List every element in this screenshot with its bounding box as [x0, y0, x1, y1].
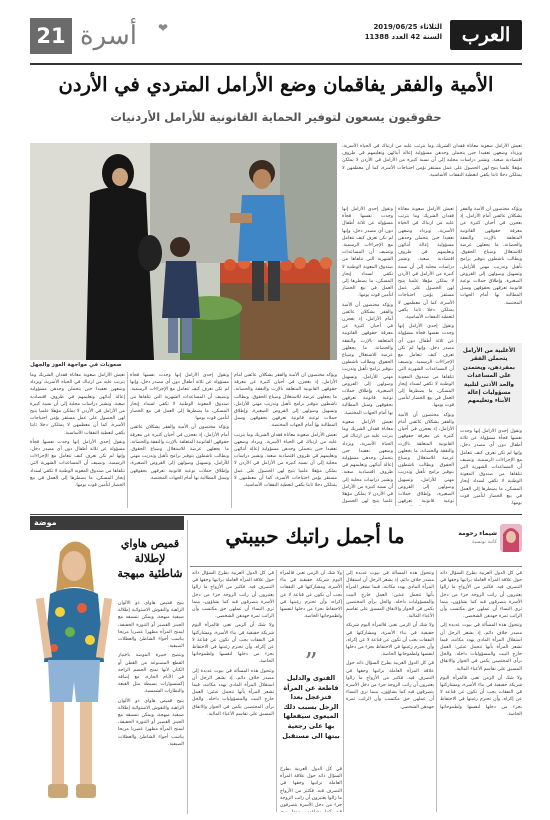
column-divider: [395, 206, 396, 506]
issue-line: السنة 42 العدد 11388: [364, 33, 442, 41]
column-divider: [187, 520, 188, 814]
opinion-paragraph: وتتحول هذه المسألة في بيوت عديدة إلى مصدر خلاف دائم، إذ يشعر الرجل أن استقلال المرأة المادي يهدد مكانته، فيما تشعر المرأة بأنها تتحمل عبئين: العمل خارج البيت والمسؤوليات داخله. والحل برأي المختصين يكمن في الحوار والاتفاق المسبق على تقاسم الأعباء المالية.: [440, 623, 522, 672]
section-rule: [30, 514, 522, 515]
article-subheadline: حقوقيون يسعون لتوفير الحماية القانونية للأرامل الأردنيات: [110, 110, 442, 124]
section-name: أسرة: [80, 21, 137, 51]
fashion-paragraph: يتيح قميص هاواي ذو الألوان الزاهية والنقوش الاستوائية إطلالة صيفية مبهجة، ويمكن تنسيقه مع الجينز القصير أو التنورة الخفيفة، ليمنح المرأة مظهرا عصريا مريحا يناسب أجواء الشاطئ والعطلات الصيفية.: [118, 698, 184, 747]
opinion-column-3-bottom: [280, 766, 342, 812]
author-avatar: [500, 524, 522, 552]
article-paragraph: ويؤكد مختصون أن الأمية والفقر يشكلان عائقين أمام الأرامل، إذ يعجزن في أحيان كثيرة عن معرفة حقوقهن القانونية المتعلقة بالإرث والنفقة والحضانة، ما يجعلهن عرضة للاستغلال وضياع الحقوق. ويطالب ناشطون بتوفير برامج تأهيل وتدريب مهني للأرامل، وتسهيل وصولهن إلى القروض الصغيرة، وإطلاق حملات توعية قانونية تعرفهن: [398, 412, 454, 505]
fashion-model-photo: [30, 532, 118, 814]
article-paragraph: وتقول إحدى الأرامل إنها وجدت نفسها فجأة مسؤولة عن ثلاثة أطفال دون أي مصدر دخل، وإنها لم تكن تعرف كيف تتعامل مع الإجراءات الرسمية. وتضيف أن المساعدات الشهرية التي تتلقاها من صندوق المعونة الوطنية لا تكفي لسداد إيجار المسكن، ما يضطرها إلى العمل في بيع الخضار لتأمين قوت يومها.: [130, 373, 229, 422]
article-paragraph: تعيش الأرامل صعوبة معاناة فقدان الشريك وما يترتب عليه من ارتباك في الحياة الأسرية، ويزداد وضعهن تعقيدا حين يتحملن وحدهن مسؤولية إعالة أبنائهن وتعليمهم في ظروف اقتصادية صعبة. وتشير دراسات محلية إلى أن نسبة كبيرة من الأرامل في الأردن لا يملكن مؤهلا علميا يتيح لهن الحصول على عمل مستقر يؤمن احتياجات الأسرة، كما أن معظمهن لا يمتلكن دخلا ثابتا يكفي لتغطية النفقات الأساسية.: [398, 207, 454, 321]
issue-info: [365, 22, 442, 42]
article-column-3: [342, 206, 393, 506]
opinion-rule: [190, 566, 522, 567]
opinion-paragraph: في كل الدول العربية يطرح السؤال ذاته حول علاقة المرأة العاملة براتبها وحقها في التصرف فيه. فكثير من الأزواج ما زالوا يعتبرون أن راتب الزوجة جزء من دخل الأسرة يتصرفون فيه كما يشاؤون، بينما ترى النساء أن عملهن حق مكتسب وأن الراتب ثمرة جهدهن الشخصي.: [346, 661, 434, 710]
highlight-box: [456, 343, 522, 425]
author-role: كاتبة تونسية: [471, 539, 497, 545]
avatar-image: [500, 524, 522, 552]
pull-quote-text: الفتوى والدليل قاطعة عن المرأة فتزعجل بعدا الرجل بسبب ذلك الميعوى سيفعلها بها على رجعية بيتها الى مستقبل: [282, 674, 340, 740]
article-paragraph: ويؤكد مختصون أن الأمية والفقر يشكلان عائقين أمام الأرامل، إذ يعجزن في أحيان كثيرة عن معرفة حقوقهن القانونية المتعلقة بالإرث والنفقة والحضانة، ما يجعلهن عرضة للاستغلال وضياع الحقوق. ويطالب ناشطون بتوفير برامج تأهيل وتدريب مهني للأرامل، وتسهيل وصولهن إلى القروض الصغيرة، وإطلاق حملات توعية قانونية تعرفهن بحقوقهن وسبل المطالبة بها أمام الجهات المختصة.: [234, 373, 337, 429]
date-line: الثلاثاء 2019/06/25: [373, 23, 442, 31]
article-paragraph: وتقول إحدى الأرامل إنها وجدت نفسها فجأة مسؤولة عن ثلاثة أطفال دون أي مصدر دخل، وإنها لم تكن تعرف كيف تتعامل مع الإجراءات الرسمية. وتضيف أن المساعدات الشهرية التي تتلقاها من صندوق المعونة الوطنية لا تكفي لسداد إيجار المسكن، ما يضطرها إلى العمل في بيع الخضار لتأمين قوت يومها.: [342, 207, 393, 299]
opinion-column-3-top: [280, 570, 342, 650]
article-paragraph: وتقول إحدى الأرامل إنها وجدت نفسها فجأة مسؤولة عن ثلاثة أطفال دون أي مصدر دخل، وإنها لم تكن تعرف كيف تتعامل مع الإجراءات الرسمية. وتضيف أن المساعدات الشهرية التي تتلقاها من صندوق المعونة الوطنية لا تكفي لسداد إيجار المسكن، ما يضطرها إلى العمل في بيع الخضار لتأمين قوت يومها.: [460, 429, 522, 507]
article-column-6: [30, 372, 125, 508]
quote-icon: ”: [304, 648, 318, 678]
opinion-paragraph: وتتحول هذه المسألة في بيوت عديدة إلى مصدر خلاف دائم، إذ يشعر الرجل أن استقلال المرأة المادي يهدد مكانته، فيما تشعر المرأة بأنها تتحمل عبئين: العمل خارج البيت والمسؤوليات داخله. والحل برأي المختصين يكمن في الحوار والاتفاق المسبق على تقاسم الأعباء المالية.: [192, 668, 274, 717]
article-paragraph: وتقول إحدى الأرامل إنها وجدت نفسها فجأة مسؤولة عن ثلاثة أطفال دون أي مصدر دخل، وإنها لم تكن تعرف كيف تتعامل مع الإجراءات الرسمية. وتضيف أن المساعدات الشهرية التي تتلقاها من صندوق المعونة الوطنية لا تكفي لسداد إيجار المسكن، ما يضطرها إلى العمل في بيع الخضار لتأمين قوت يومها.: [30, 439, 125, 489]
article-paragraph: ويؤكد مختصون أن الأمية والفقر يشكلان عائقين أمام الأرامل، إذ يعجزن في أحيان كثيرة عن معرفة حقوقهن القانونية المتعلقة بالإرث والنفقة والحضانة، ما يجعلهن عرضة للاستغلال وضياع الحقوق. ويطالب ناشطون بتوفير برامج تأهيل وتدريب مهني للأرامل، وتسهيل وصولهن إلى القروض الصغيرة، وإطلاق حملات توعية قانونية تعرفهن بحقوقهن وسبل المطالبة بها أمام الجهات المختصة.: [130, 425, 229, 481]
opinion-paragraph: في كل الدول العربية يطرح السؤال ذاته حول علاقة المرأة العاملة براتبها وحقها في التصرف فيه. فكثير من الأزواج ما زالوا يعتبرون أن راتب الزوجة جزء من دخل الأسرة يتصرفون فيه كما يشاؤون، بينما ترى النساء أن عملهن حق مكتسب وأن الراتب ثمرة جهدهن الشخصي.: [440, 571, 522, 620]
article-headline: الأمية والفقر يفاقمان وضع الأرامل المتردي في الأردن: [58, 73, 494, 96]
column-divider: [127, 372, 128, 508]
fashion-tag-label: موضة: [34, 518, 57, 527]
opinion-paragraph: ولا شك أن الزمن تغير، فالمرأة اليوم شريكة حقيقية في بناء الأسرة، ومشاركتها في النفقات يجب أن تكون عن قناعة لا عن إكراه، وأن تحترم رغبتها في الاحتفاظ بجزء من دخلها لنفسها ولطموحاتها الخاصة.: [280, 571, 342, 620]
highlight-text: الأغلبية من الأرامل يتحملن الفقر بمفردهن، ويعتمدن على المساعدات والحد الأدنى لتلبية مسؤوليات إعالة الأبناء وتعليمهم: [462, 348, 516, 405]
article-paragraph: وتقول إحدى الأرامل إنها وجدت نفسها فجأة مسؤولة عن ثلاثة أطفال دون أي مصدر دخل، وإنها لم تكن تعرف كيف تتعامل مع الإجراءات الرسمية. وتضيف أن المساعدات الشهرية التي تتلقاها من صندوق المعونة الوطنية لا تكفي لسداد إيجار المسكن، ما يضطرها إلى العمل في بيع الخضار لتأمين قوت يومها.: [398, 324, 454, 409]
article-paragraph: ويؤكد مختصون أن الأمية والفقر يشكلان عائقين أمام الأرامل، إذ يعجزن في أحيان كثيرة عن معرفة حقوقهن القانونية المتعلقة بالإرث والنفقة والحضانة، ما يجعلهن عرضة للاستغلال وضياع الحقوق. ويطالب ناشطون بتوفير برامج تأهيل وتدريب مهني للأرامل، وتسهيل وصولهن إلى القروض الصغيرة، وإطلاق حملات توعية قانونية تعرفهن بحقوقهن وسبل المطالبة بها أمام الجهات المختصة.: [342, 302, 393, 416]
opinion-column-1: [440, 570, 522, 812]
newspaper-logo[interactable]: العرب: [450, 20, 522, 50]
article-paragraph: تعيش الأرامل صعوبة معاناة فقدان الشريك وما يترتب عليه من ارتباك في الحياة الأسرية، ويزداد وضعهن تعقيدا حين يتحملن وحدهن مسؤولية إعالة أبنائهن وتعليمهم في ظروف اقتصادية صعبة. وتشير دراسات محلية إلى أن نسبة كبيرة من الأرامل في الأردن لا يملكن مؤهلا علميا يتيح لهن الحصول على عمل مستقر يؤمن احتياجات الأسرة، كما أن معظمهن لا يمتلكن دخلا ثابتا يكفي لتغطية النفقات الأساسية.: [342, 144, 522, 178]
pull-quote: [280, 648, 342, 764]
article-photo: [30, 143, 337, 360]
column-divider: [276, 570, 277, 812]
author-box: [452, 524, 522, 564]
photo-caption: صعوبات في مواجهة العوز والجهل: [30, 362, 122, 368]
opinion-paragraph: في كل الدول العربية يطرح السؤال ذاته حول علاقة المرأة العاملة براتبها وحقها في التصرف فيه. فكثير من الأزواج ما زالوا يعتبرون أن راتب الزوجة جزء من دخل الأسرة يتصرفون فيه كما يشاؤون، بينما ترى النساء أن عملهن حق مكتسب وأن الراتب ثمرة جهدهن الشخصي.: [192, 571, 274, 620]
article-paragraph: تعيش الأرامل صعوبة معاناة فقدان الشريك وما يترتب عليه من ارتباك في الحياة الأسرية، ويزداد وضعهن تعقيدا حين يتحملن وحدهن مسؤولية إعالة أبنائهن وتعليمهم في ظروف اقتصادية صعبة. وتشير دراسات محلية إلى أن نسبة كبيرة من الأرامل في الأردن لا يملكن مؤهلا علميا يتيح لهن الحصول: [342, 419, 393, 505]
fashion-title: قميص هاواي لإطلالة شاطئية مبهجة: [117, 537, 183, 580]
author-name: شيماء رحومة: [458, 530, 497, 537]
article-paragraph: تعيش الأرامل صعوبة معاناة فقدان الشريك وما يترتب عليه من ارتباك في الحياة الأسرية، ويزداد وضعهن تعقيدا حين يتحملن وحدهن مسؤولية إعالة أبنائهن وتعليمهم في ظروف اقتصادية صعبة. وتشير دراسات محلية إلى أن نسبة كبيرة من الأرامل في الأردن لا يملكن مؤهلا علميا يتيح لهن الحصول على عمل مستقر يؤمن احتياجات الأسرة، كما أن معظمهن لا يمتلكن دخلا ثابتا يكفي لتغطية النفقات الأساسية.: [30, 373, 125, 436]
opinion-paragraph: ولا شك أن الزمن تغير، فالمرأة اليوم شريكة حقيقية في بناء الأسرة، ومشاركتها في النفقات يجب أن تكون عن قناعة لا عن إكراه، وأن تحترم رغبتها في الاحتفاظ بجزء من دخلها لنفسها ولطموحاتها الخاصة.: [346, 623, 434, 658]
article-paragraph: تعيش الأرامل صعوبة معاناة فقدان الشريك وما يترتب عليه من ارتباك في الحياة الأسرية، ويزداد وضعهن تعقيدا حين يتحملن وحدهن مسؤولية إعالة أبنائهن وتعليمهم في ظروف اقتصادية صعبة. وتشير دراسات محلية إلى أن نسبة كبيرة من الأرامل في الأردن لا يملكن مؤهلا علميا يتيح لهن الحصول على عمل مستقر يؤمن احتياجات الأسرة، كما أن معظمهن لا يمتلكن دخلا ثابتا يكفي لتغطية النفقات الأساسية.: [234, 432, 337, 489]
column-divider: [436, 570, 437, 812]
opinion-column-4: [192, 570, 274, 812]
opinion-paragraph: وتتحول هذه المسألة في بيوت عديدة إلى مصدر خلاف دائم، إذ يشعر الرجل أن استقلال المرأة المادي يهدد مكانته، فيما تشعر المرأة بأنها تتحمل عبئين: العمل خارج البيت والمسؤوليات داخله. والحل برأي المختصين يكمن في الحوار والاتفاق المسبق على تقاسم الأعباء المالية.: [346, 571, 434, 620]
opinion-paragraph: ولا شك أن الزمن تغير، فالمرأة اليوم شريكة حقيقية في بناء الأسرة، ومشاركتها في النفقات يجب أن تكون عن قناعة لا عن إكراه، وأن تحترم رغبتها في الاحتفاظ بجزء من دخلها لنفسها ولطموحاتها الخاصة.: [440, 675, 522, 717]
opinion-headline: ما أجمل راتبك حبيبتي: [225, 524, 405, 548]
opinion-column-2: [346, 570, 434, 812]
article-intro-column: [342, 143, 522, 203]
column-divider: [343, 570, 344, 812]
top-rule: [30, 63, 522, 65]
article-column-1b: [460, 428, 522, 508]
opinion-paragraph: في كل الدول العربية يطرح السؤال ذاته حول علاقة المرأة العاملة براتبها وحقها في التصرف فيه. فكثير من الأزواج ما زالوا يعتبرون أن راتب الزوجة جزء من دخل الأسرة يتصرفون: [280, 767, 342, 809]
opinion-paragraph: ولا شك أن الزمن تغير، فالمرأة اليوم شريكة حقيقية في بناء الأسرة، ومشاركتها في النفقات يجب أن تكون عن قناعة لا عن إكراه، وأن تحترم رغبتها في الاحتفاظ بجزء من دخلها لنفسها ولطموحاتها الخاصة.: [192, 623, 274, 665]
article-column-2: [398, 206, 454, 506]
article-column-5: [130, 372, 229, 508]
article-column-1: [460, 206, 522, 340]
article-paragraph: ويؤكد مختصون أن الأمية والفقر يشكلان عائقين أمام الأرامل، إذ يعجزن في أحيان كثيرة عن معرفة حقوقهن القانونية المتعلقة بالإرث والنفقة والحضانة، ما يجعلهن عرضة للاستغلال وضياع الحقوق. ويطالب ناشطون بتوفير برامج تأهيل وتدريب مهني للأرامل، وتسهيل وصولهن إلى القروض الصغيرة، وإطلاق حملات توعية قانونية تعرفهن بحقوقهن وسبل المطالبة بها أمام الجهات المختصة.: [460, 207, 522, 306]
fashion-paragraph: وتنصح خبيرة الموضة باختيار القطع المصنوعة من القطن أو الكتان لأنها تمنح الجسم الراحة في الأيام الحارة، مع إضافة إكسسوارات بسيطة مثل القبعة والنظارات الشمسية.: [118, 653, 184, 695]
column-divider: [231, 372, 232, 508]
heart-icon: ❤: [158, 21, 169, 35]
page-number: 21: [30, 18, 72, 54]
fashion-tag: [30, 516, 184, 530]
market-scene-image: [30, 143, 337, 360]
article-column-4: [234, 372, 337, 508]
model-image: [30, 532, 118, 814]
fashion-column: [118, 600, 184, 812]
masthead: [30, 18, 522, 62]
fashion-paragraph: يتيح قميص هاواي ذو الألوان الزاهية والنقوش الاستوائية إطلالة صيفية مبهجة، ويمكن تنسيقه مع الجينز القصير أو التنورة الخفيفة، ليمنح المرأة مظهرا عصريا مريحا يناسب أجواء الشاطئ والعطلات الصيفية.: [118, 601, 184, 650]
